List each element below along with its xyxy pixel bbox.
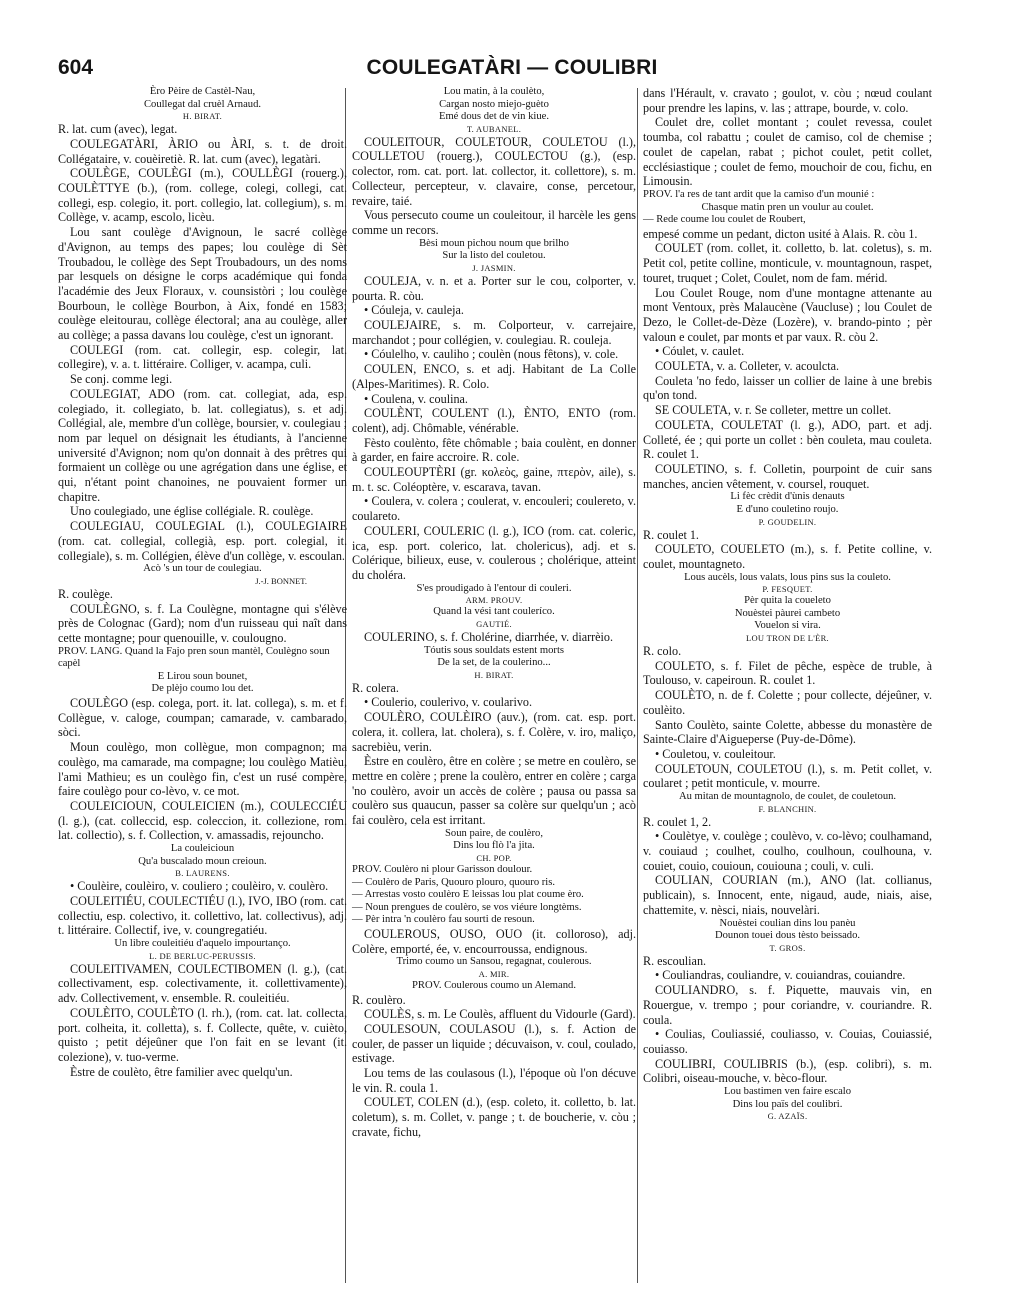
quotation-line: Tóutis sous souldats estent morts	[423, 644, 565, 656]
proverb: — Arrestas vosto coulèro E leissas lou plat coume èro.	[352, 889, 584, 901]
quotation-line: Soun paire, de coulèro,	[445, 827, 543, 839]
quotation-source: P. GOUDELIN.	[758, 516, 817, 527]
etymology-line: R. colera.	[352, 680, 399, 695]
quotation-line: Li fèc crèdit d'ùnis denauts	[730, 491, 845, 503]
quotation-line: E d'uno couletino roujo.	[736, 503, 839, 515]
dictionary-entry: COULÈGE, COULÈGI (m.), COULLÈGI (rouerg.), COULÈTTYE (b.), (rom. college, colegi, collegi, cat. collegi, esp. colegio, it. port. collegio, lat. collegium), s. m. Collège, v. acamp, escolo, licèu.	[58, 166, 347, 225]
dictionary-entry: COULEGATÀRI, ÀRIO ou ÀRI, s. t. de droit. Collégataire, v. couèiretiè. R. lat. cum (avec), legatàri.	[58, 136, 347, 166]
page-number: 604	[58, 56, 94, 79]
quotation-line: Trimo coumo un Sansou, regagnat, coulerous.	[396, 956, 592, 968]
dictionary-entry: COULEOUPTÈRI (gr. κολεὸς, gaine, πτερὸν, aile), s. m. t. sc. Coléoptère, v. escarava, tavan.	[352, 465, 636, 494]
quotation-line: Quand la vési tant couleríco.	[433, 606, 555, 618]
quotation-line: Pèr quita la coueleto	[744, 595, 831, 607]
quotation-line: Dins lou païs del coulibri.	[732, 1098, 843, 1110]
proverb: PROV. l'a res de tant ardit que la camiso d'un mounié :	[643, 188, 875, 200]
quotation-source: T. AUBANEL.	[466, 123, 522, 134]
quotation-source: J.-J. BONNET.	[255, 575, 307, 586]
dictionary-entry: COULERI, COULERIC (l. g.), ICO (rom. cat. coleric, ica, esp. port. colerico, lat. cholericus), adj. et s. Colérique, bilieux, euse, v. coulerous ; cholérique, atteint du choléra.	[352, 523, 636, 582]
dictionary-entry: COULEITIÉU, COULECTIÉU (l.), IVO, IBO (rom. cat. collectiu, esp. colectivo, it. collettivo, lat. collectivus), adj. t. littéraire. Collectif, ive, v. coungregatiéu.	[58, 893, 347, 938]
dictionary-entry: COULÈGNO, s. f. La Coulègne, montagne qui s'élève près de Colognac (Gard); nom d'un ruisseau qui naît dans cette montagne; pour quenouille, v. coulougno.	[58, 601, 347, 645]
quotation-line: De plèjo coumo lou det.	[151, 683, 254, 695]
dictionary-entry: COULET, COLEN (d.), (esp. coleto, it. colletto, b. lat. coletum), s. m. Collet, v. pange ; t. de boucherie, v. còu ; cravate, fichu,	[352, 1095, 636, 1139]
dictionary-entry: COULETOUN, COULETOU (l.), s. m. Petit collet, v. coularet ; petit monticule, v. mourre.	[643, 761, 932, 791]
dictionary-entry: Vous persecuto coume un couleitour, il harcèle les gens comme un recors.	[352, 208, 636, 237]
dictionary-entry: • Coulètye, v. coulège ; coulèvo, v. co-lèvo; coulhamand, v. couiaud ; coulhet, coulho, coulhoun, coulhouna, v. couiet, couio, couioun, couiouna ; couli, v. culi.	[643, 829, 932, 873]
quotation-line: Lou bastimen ven faire escalo	[723, 1086, 852, 1098]
dictionary-entry: COULEN, ENCO, s. et adj. Habitant de La Colle (Alpes-Maritimes). R. Colo.	[352, 362, 636, 391]
quotation-line: Coullegat dal cruèl Arnaud.	[143, 98, 262, 110]
dictionary-entry: • Coulenа, v. coulina.	[364, 391, 468, 406]
dictionary-entry: COULEICIOUN, COULEICIEN (m.), COULECCIÉU (l. g.), (cat. colleccid, esp. coleccion, it. collezione, rom. lat. collectio), s. f. Collection, v. amassadis, rejouncho.	[58, 798, 347, 843]
quotation-source: GAUTIÉ.	[476, 618, 512, 629]
quotation-line: Nouèstei pàurei cambeto	[734, 607, 841, 619]
proverb: PROV. LANG. Quand la Fajo pren soun mantèl, Coulègno soun capèl	[58, 645, 330, 670]
quotation-source: F. BLANCHIN.	[758, 803, 817, 814]
quotation-line: Sur la listo del couletou.	[442, 250, 546, 262]
dictionary-entry: • Cóulet, v. caulet.	[655, 344, 745, 359]
quotation-line: De la set, de la coulerino...	[437, 657, 551, 669]
dictionary-entry: COULEGIAU, COULEGIAL (l.), COULEGIAIRE (rom. cat. collegial, collegià, esp. port. colegial, it. collegiale), s. m. Collégien, élève d'un collège, v. escoulan.	[58, 519, 347, 563]
dictionary-entry: COULEGIAT, ADO (rom. cat. collegiat, ada, esp. colegiado, it. collegiato, b. lat. collegiatus), s. et adj. Collégial, ale, membre d'un collège, boursier, v. coulegiau ; nom par lequel on désignait les étudiants, à l'ancienne université d'Avignon; nom qu'on donnait à des prêtres qui formaient un collège ou une agrégation dans une église, et qui, n'étant point chanoines, ne pouvaient former un chapitre.	[58, 386, 347, 504]
quotation-line: Au mitan de mountagnolo, de coulet, de couletoun.	[678, 791, 897, 803]
dictionary-entry: COULEJA, v. n. et a. Porter sur le cou, colporter, v. pourta. R. còu.	[352, 273, 636, 303]
quotation-line: Nouèstei coulian dins lou panèu	[719, 917, 856, 929]
dictionary-entry: COULÈNT, COULENT (l.), ÈNTO, ENTO (rom. colent), adj. Chômable, vénérable.	[352, 406, 636, 435]
quotation-line: Vouelon si vira.	[754, 620, 821, 632]
column-1	[58, 86, 347, 1079]
dictionary-entry: COULÈITO, COULÈTO (l. rh.), (rom. cat. lat. collecta, port. colheita, it. colletta), s. f. Collecte, quête, v. cuièto, quisto ; petit déjeûner que l'on fait en se levant (it. colezione), v. tuo-verme.	[58, 1005, 347, 1064]
etymology-line: empesé comme un pedant, dicton usité à Alais. R. còu 1.	[643, 226, 918, 241]
quotation-source: LOU TRON DE L'ÈR.	[746, 633, 829, 644]
quotation-source: P. FESQUET.	[762, 584, 813, 595]
dictionary-entry: • Coulèire, coulèiro, v. couliero ; coulèiro, v. coulèro.	[70, 879, 329, 894]
column-rule	[637, 88, 638, 1283]
dictionary-entry: COULEGI (rom. cat. collegir, esp. colegir, lat. collegire), v. a. t. littéraire. Colliger, v. acampa, culi.	[58, 342, 347, 372]
quotation-line: Lou matin, à la coulèto,	[443, 86, 545, 97]
quotation-source: G. AZAÏS.	[767, 1111, 808, 1122]
dictionary-entry: Santo Coulèto, sainte Colette, abbesse du monastère de Sainte-Claire d'Aigueperse (Puy-de-Dôme).	[643, 717, 932, 747]
running-head: COULEGATÀRI — COULIBRI	[366, 56, 658, 79]
quotation-line: La couleicioun	[170, 843, 235, 855]
quotation-line: PROV. Coulerous coumo un Alemand.	[411, 979, 576, 991]
proverb: — Rede coume lou coulet de Roubert,	[643, 214, 806, 226]
dictionary-entry: COULÈS, s. m. Le Coulès, affluent du Vidourle (Gard).	[364, 1007, 636, 1022]
dictionary-entry: COULETA, COULETAT (l. g.), ADO, part. et adj. Colleté, ée ; qui porte un collet : bèn couleta, mau couleta. R. coulet 1.	[643, 417, 932, 462]
dictionary-entry: COULÈTO, n. de f. Colette ; pour collecte, déjeûner, v. coulèito.	[643, 688, 932, 717]
quotation-source: H. BIRAT.	[474, 669, 514, 680]
quotation-line: Dins lou flò l'a jita.	[453, 840, 535, 852]
dictionary-entry: Se conj. comme legi.	[70, 372, 173, 387]
dictionary-entry: COULESOUN, COULASOU (l.), s. f. Action de couler, de passer un liquide ; décuvaison, v. coul, coulado, estivage.	[352, 1021, 636, 1066]
dictionary-entry: • Coulerio, coulerivo, v. coularivo.	[364, 695, 532, 710]
dictionary-entry: • Coulias, Couliassié, couliasso, v. Couias, Couiassié, couiasso.	[643, 1027, 932, 1056]
quotation-line: Bèsi moun pichou noum que brilho	[419, 237, 569, 249]
dictionary-entry: Èstre de coulèto, être familier avec quelqu'un.	[70, 1064, 293, 1079]
dictionary-entry: COULEROUS, OUSO, OUO (it. colloroso), adj. Colère, emporté, ée, v. encourroussa, endignous.	[352, 926, 636, 956]
etymology-line: R. coulèro.	[352, 992, 406, 1007]
column-2	[352, 86, 636, 1140]
dictionary-entry: COULETA, v. a. Colleter, v. acoulcta.	[655, 359, 840, 374]
dictionary-entry: COULETINO, s. f. Colletin, pourpoint de cuir sans manches, ancien vêtement, v. coursel, rouquet.	[643, 461, 932, 491]
etymology-line: R. lat. cum (avec), legat.	[58, 122, 178, 137]
quotation-source: A. MIR.	[478, 968, 510, 979]
quotation-source: T. GROS.	[769, 942, 806, 953]
proverb: — Coulèro de Paris, Quouro plouro, quouro ris.	[352, 876, 556, 888]
etymology-line: R. colo.	[643, 644, 682, 659]
quotation-line: Un libre couleitiéu d'aquelo impourtanço.	[114, 938, 291, 950]
etymology-line: dans l'Hérault, v. cravato ; goulot, v. còu ; nœud coulant pour prendre les lapins, v. las ; attrape, bourde, v. colo.	[643, 86, 932, 115]
dictionary-entry: Uno coulegiado, une église collégiale. R. coulège.	[70, 504, 314, 519]
proverb: — Pèr intra 'n coulèro fau sourti de resoun.	[352, 914, 535, 926]
quotation-line: Cargan nosto miejo-guèto	[439, 98, 549, 110]
quotation-source: ARM. PROUV.	[465, 595, 523, 606]
quotation-line: S'es proudigado à l'entour di couleri.	[416, 582, 572, 594]
dictionary-entry: COULET (rom. collet, it. colletto, b. lat. coletus), s. m. Petit col, petite colline, monticule, v. mountagnoun, raspet, touret, truquet ; Colet, Coulet, nom de fam. mérid.	[643, 241, 932, 285]
dictionary-entry: COULIANDRO, s. f. Piquette, mauvais vin, en Rouergue, v. trempo ; pour coriandre, v. couriandre. R. coula.	[643, 983, 932, 1027]
quotation-line: Acò 's un tour de coulegiau.	[143, 563, 262, 575]
dictionary-entry: Fèsto coulènto, fête chômable ; baia coulènt, en donner à garder, en faire accroire. R. cole.	[352, 435, 636, 465]
dictionary-entry: Lou tems de las coulasous (l.), l'époque où l'on décuve le vin. R. coula 1.	[352, 1066, 636, 1095]
dictionary-entry: COULETO, s. f. Filet de pêche, espèce de truble, à Toulouso, v. capeiroun. R. coulet 1.	[643, 658, 932, 688]
etymology-line: R. escoulian.	[643, 953, 707, 968]
quotation-source: B. LAURENS.	[175, 868, 230, 879]
dictionary-entry: Couleta 'no fedo, laisser un collier de laine à une brebis qu'on tond.	[643, 373, 932, 403]
quotation-line: Chasque matin pren un voulur au coulet.	[701, 201, 874, 213]
dictionary-entry: COULEITOUR, COULETOUR, COULETOU (l.), COULLETOU (rouerg.), COULECTOU (g.), (esp. colector, rom. cat. port. lat. collector, it. collettore), s. m. Collecteur, percepteur, v. clavaire, conse, percetour, revaire, taié.	[352, 134, 636, 208]
dictionary-entry: COULEITIVAMEN, COULECTIBOMEN (l. g.), (cat. collectivament, esp. colectivamente, it. collettivamente), adv. Collectivement, v. ensemble. R. couleitiéu.	[58, 961, 347, 1006]
dictionary-entry: • Couletou, v. couleitour.	[655, 746, 776, 761]
proverb: — Noun prengues de coulèro, se vos viéure longtèms.	[352, 901, 582, 913]
dictionary-entry: Coulet dre, collet montant ; coulet revessa, coulet toumba, col rabattu ; coulet de camiso, col de chemise ; coulet de capelan, rabat ; pichot coulet, petit collet, ecclésiastique ; coulet de femo, mouchoir de cou, fichu, en Limousin.	[643, 115, 932, 189]
quotation-source: H. BIRAT.	[182, 111, 223, 122]
quotation-line: E Lirou soun bounet,	[157, 670, 248, 682]
dictionary-entry: • Couliandras, couliandre, v. couiandras, couiandre.	[655, 968, 906, 983]
dictionary-entry: COULETO, COUELETO (m.), s. f. Petite colline, v. coulet, mountagneto.	[643, 542, 932, 571]
dictionary-entry: Èstre en coulèro, être en colère ; se metre en coulèro, se mettre en colère ; prene la coulèro, entrer en colère ; carga 'no coulèro, avoir un accès de colère ; pausa ou passa sa coulèro sus quaucun, passer sa colère sur quelqu'un ; acò fai coulèro, cela est irritant.	[352, 754, 636, 828]
quotation-line: Èro Pèire de Castèl-Nau,	[149, 86, 256, 97]
dictionary-entry: • Coulera, v. colera ; coulerat, v. encouleri; coulereto, v. coulareto.	[352, 494, 636, 524]
dictionary-entry: Moun coulègo, mon collègue, mon compagnon; ma coulègo, ma camarade, ma compagne; lou coulègo Matièu, l'ami Mathieu; es un coulègo fin, c'est un rusé compère, faire coulègo pour co-lèvo, v. ce mot.	[58, 740, 347, 799]
quotation-source: L. DE BERLUC-PERUSSIS.	[149, 950, 256, 961]
quotation-source: CH. POP.	[476, 852, 512, 863]
dictionary-entry: COULEJAIRE, s. m. Colporteur, v. carrejaire, marchandot ; pour collégien, v. coulegiau. R. couleja.	[352, 318, 636, 347]
quotation-line: Emé dous det de vin kiue.	[438, 111, 550, 123]
column-3	[643, 86, 932, 1122]
quotation-source: J. JASMIN.	[472, 262, 516, 273]
dictionary-entry: COULIBRI, COULIBRIS (b.), (esp. colibri), s. m. Colibri, oiseau-mouche, v. bèco-flour.	[643, 1056, 932, 1086]
dictionary-entry: SE COULETA, v. r. Se colleter, mettre un collet.	[655, 403, 892, 418]
dictionary-entry: COULÈGO (esp. colega, port. it. lat. collega), s. m. et f. Collègue, v. caloge, coumpan; camarade, v. cambarado, sòci.	[58, 696, 347, 740]
etymology-line: R. coulet 1, 2.	[643, 814, 712, 829]
quotation-line: Lous aucèls, lous valats, lous pins sus la couleto.	[684, 571, 891, 583]
dictionary-entry: Lou Coulet Rouge, nom d'une montagne attenante au mont Ventoux, près Malaucène (Vaucluse) ; lou Coulet de Dezo, le Collet-de-Dèze (Lozère), v. brando-pinto ; pèr valoun e coulet, par monts et par vaux. R. còu 2.	[643, 285, 932, 344]
dictionary-entry: COULÈRO, COULÈIRO (auv.), (rom. cat. esp. port. colera, it. collera, lat. cholera), s. f. Colère, v. iro, maliço, sacrebièu, verin.	[352, 710, 636, 754]
etymology-line: R. coulet 1.	[643, 527, 699, 542]
dictionary-entry: Lou sant coulège d'Avignoun, le sacré collège d'Avignon, au temps des papes; lou coulège di Sèt Troubadou, le collège des Sept Troubadours, un des noms par lesquels on désigne le corps académique qui fonda l'académie des Jeux Floraux, v. counsistòri ; lou coulège Bourboun, le collège Bourbon, à Aix, fondé en 1583; coulège eleitourau, collège électoral; ana au coulège, aller au collège; a passa davans lou coulège, c'est un ignorant.	[58, 225, 347, 343]
dictionary-entry: COULERINO, s. f. Cholérine, diarrhée, v. diarrèio.	[364, 629, 614, 644]
dictionary-entry: • Cóuleja, v. cauleja.	[364, 303, 464, 318]
dictionary-entry: • Cóulelho, v. cauliho ; coulèn (nous fêtons), v. cole.	[364, 347, 619, 362]
dictionary-entry: COULIAN, COURIAN (m.), ANO (lat. collianus, publicain), s. Innocent, ente, nigaud, aude, niais, aise, chattemite, v. nèsci, niais, nouvelàri.	[643, 873, 932, 917]
quotation-line: Qu'a buscalado moun creioun.	[138, 855, 267, 867]
proverb: PROV. Coulèro ni plour Garisson doulour.	[352, 863, 533, 875]
etymology-line: R. coulège.	[58, 586, 113, 601]
quotation-line: Dounon touei dous tèsto beissado.	[714, 930, 861, 942]
